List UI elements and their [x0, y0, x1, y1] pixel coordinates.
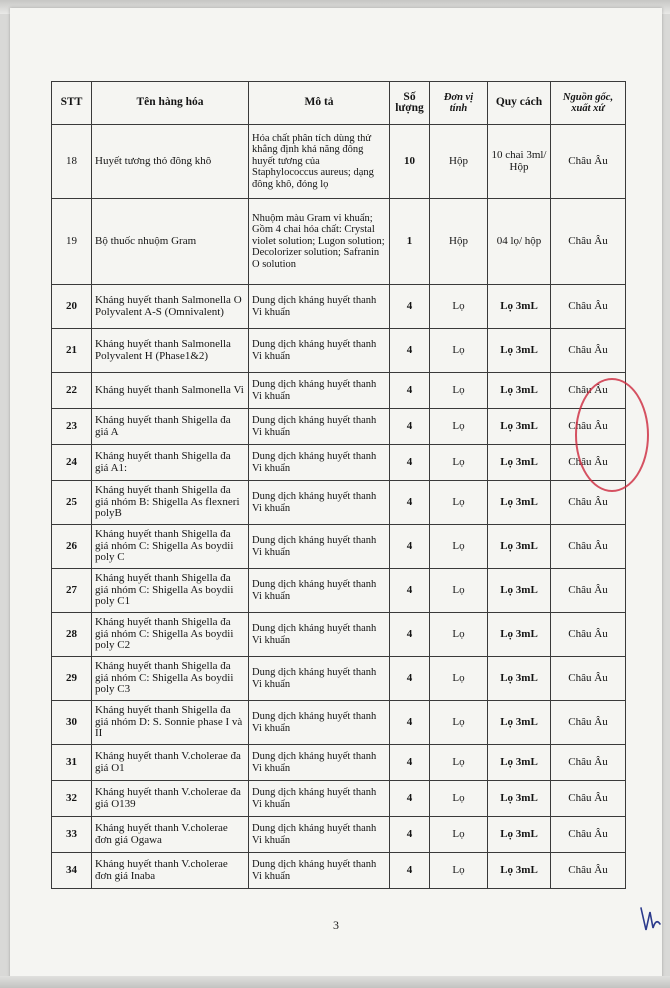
cell-unit: Lọ [430, 613, 488, 657]
cell-origin: Châu Âu [551, 445, 626, 481]
cell-spec: Lọ 3mL [488, 285, 551, 329]
cell-quantity: 4 [390, 329, 430, 373]
cell-description: Dung dịch kháng huyết thanh Vi khuẩn [249, 445, 390, 481]
table-row [52, 445, 626, 481]
cell-stt: 19 [52, 199, 92, 285]
cell-quantity: 4 [390, 445, 430, 481]
cell-spec: Lọ 3mL [488, 525, 551, 569]
cell-spec: Lọ 3mL [488, 481, 551, 525]
cell-name: Kháng huyết thanh Shigella đa giá nhóm D: S. Sonnie phase I và II [92, 701, 249, 745]
cell-description: Dung dịch kháng huyết thanh Vi khuẩn [249, 409, 390, 445]
cell-spec: Lọ 3mL [488, 781, 551, 817]
cell-unit: Lọ [430, 817, 488, 853]
table-row [52, 781, 626, 817]
header-unit [430, 82, 488, 125]
cell-unit: Lọ [430, 525, 488, 569]
table-row [52, 525, 626, 569]
cell-description: Dung dịch kháng huyết thanh Vi khuẩn [249, 329, 390, 373]
goods-table [51, 81, 626, 889]
cell-name: Kháng huyết thanh V.cholerae đa giá O139 [92, 781, 249, 817]
cell-stt: 23 [52, 409, 92, 445]
header-origin-line1: Nguồn gốc, [562, 91, 614, 103]
cell-name: Kháng huyết thanh Shigella đa giá A [92, 409, 249, 445]
cell-description: Dung dịch kháng huyết thanh Vi khuẩn [249, 853, 390, 889]
cell-description: Nhuộm màu Gram vi khuẩn; Gồm 4 chai hóa chất: Crystal violet solution; Lugon solution; Decolorizer solution; Safranin O solution [249, 199, 390, 285]
cell-origin: Châu Âu [551, 781, 626, 817]
cell-description: Dung dịch kháng huyết thanh Vi khuẩn [249, 481, 390, 525]
table-row [52, 853, 626, 889]
cell-name: Kháng huyết thanh V.cholerae đa giá O1 [92, 745, 249, 781]
cell-name: Bộ thuốc nhuộm Gram [92, 199, 249, 285]
cell-name: Kháng huyết thanh Shigella đa giá nhóm C: Shigella As boydii poly C1 [92, 569, 249, 613]
cell-description: Dung dịch kháng huyết thanh Vi khuẩn [249, 285, 390, 329]
table-row [52, 373, 626, 409]
cell-description: Dung dịch kháng huyết thanh Vi khuẩn [249, 373, 390, 409]
cell-stt: 25 [52, 481, 92, 525]
cell-quantity: 4 [390, 285, 430, 329]
cell-quantity: 4 [390, 481, 430, 525]
cell-spec: Lọ 3mL [488, 613, 551, 657]
table-row [52, 285, 626, 329]
table-row [52, 481, 626, 525]
header-origin-line2: xuất xứ [571, 103, 605, 114]
cell-stt: 29 [52, 657, 92, 701]
header-unit-line1: Đơn vị [443, 91, 474, 103]
cell-description: Dung dịch kháng huyết thanh Vi khuẩn [249, 525, 390, 569]
table-row [52, 125, 626, 199]
red-seal-stamp [575, 378, 649, 492]
cell-description: Dung dịch kháng huyết thanh Vi khuẩn [249, 817, 390, 853]
cell-quantity: 4 [390, 409, 430, 445]
cell-origin: Châu Âu [551, 373, 626, 409]
cell-unit: Hộp [430, 125, 488, 199]
cell-spec: Lọ 3mL [488, 373, 551, 409]
cell-name: Kháng huyết thanh Shigella đa giá A1: [92, 445, 249, 481]
cell-name: Kháng huyết thanh Shigella đa giá nhóm C: Shigella As boydii poly C3 [92, 657, 249, 701]
table-row [52, 329, 626, 373]
header-quantity-line1: Số [403, 90, 416, 103]
cell-name: Kháng huyết thanh Shigella đa giá nhóm B: Shigella As flexneri polyB [92, 481, 249, 525]
header-stt: STT [52, 82, 92, 125]
cell-origin: Châu Âu [551, 569, 626, 613]
cell-stt: 30 [52, 701, 92, 745]
cell-origin: Châu Âu [551, 329, 626, 373]
initial-signature-icon [638, 904, 664, 934]
cell-quantity: 4 [390, 745, 430, 781]
cell-description: Hóa chất phân tích dùng thử khẳng định khả năng đông huyết tương của Staphylococcus aureus; dạng đông khô, đóng lọ [249, 125, 390, 199]
cell-spec: Lọ 3mL [488, 569, 551, 613]
cell-quantity: 4 [390, 613, 430, 657]
cell-origin: Châu Âu [551, 745, 626, 781]
cell-spec: Lọ 3mL [488, 657, 551, 701]
cell-origin: Châu Âu [551, 657, 626, 701]
cell-description: Dung dịch kháng huyết thanh Vi khuẩn [249, 657, 390, 701]
cell-quantity: 4 [390, 525, 430, 569]
cell-quantity: 4 [390, 817, 430, 853]
table-header-row [52, 82, 626, 125]
cell-stt: 28 [52, 613, 92, 657]
cell-unit: Lọ [430, 701, 488, 745]
table-row [52, 199, 626, 285]
cell-description: Dung dịch kháng huyết thanh Vi khuẩn [249, 569, 390, 613]
cell-origin: Châu Âu [551, 481, 626, 525]
cell-origin: Châu Âu [551, 701, 626, 745]
header-origin [551, 82, 626, 125]
header-quantity-line2: lượng [395, 102, 424, 114]
table-row [52, 569, 626, 613]
cell-unit: Lọ [430, 657, 488, 701]
cell-origin: Châu Âu [551, 285, 626, 329]
cell-unit: Lọ [430, 745, 488, 781]
cell-stt: 27 [52, 569, 92, 613]
cell-description: Dung dịch kháng huyết thanh Vi khuẩn [249, 613, 390, 657]
cell-unit: Lọ [430, 409, 488, 445]
cell-name: Kháng huyết thanh V.cholerae đơn giá Ogawa [92, 817, 249, 853]
cell-name: Kháng huyết thanh V.cholerae đơn giá Inaba [92, 853, 249, 889]
cell-spec: Lọ 3mL [488, 445, 551, 481]
cell-spec: 10 chai 3ml/ Hộp [488, 125, 551, 199]
cell-quantity: 4 [390, 657, 430, 701]
cell-name: Kháng huyết thanh Shigella đa giá nhóm C: Shigella As boydii poly C [92, 525, 249, 569]
cell-quantity: 1 [390, 199, 430, 285]
cell-spec: Lọ 3mL [488, 329, 551, 373]
page-number: 3 [333, 918, 339, 932]
cell-origin: Châu Âu [551, 525, 626, 569]
cell-origin: Châu Âu [551, 613, 626, 657]
cell-stt: 33 [52, 817, 92, 853]
cell-origin: Châu Âu [551, 125, 626, 199]
cell-name: Kháng huyết thanh Salmonella O Polyvalent A-S (Omnivalent) [92, 285, 249, 329]
cell-origin: Châu Âu [551, 853, 626, 889]
cell-description: Dung dịch kháng huyết thanh Vi khuẩn [249, 745, 390, 781]
cell-unit: Lọ [430, 481, 488, 525]
cell-stt: 34 [52, 853, 92, 889]
cell-name: Kháng huyết thanh Shigella đa giá nhóm C: Shigella As boydii poly C2 [92, 613, 249, 657]
cell-origin: Châu Âu [551, 199, 626, 285]
cell-spec: Lọ 3mL [488, 701, 551, 745]
cell-description: Dung dịch kháng huyết thanh Vi khuẩn [249, 701, 390, 745]
scan-bottom-edge [0, 976, 670, 988]
cell-quantity: 4 [390, 853, 430, 889]
table-row [52, 817, 626, 853]
cell-spec: 04 lọ/ hộp [488, 199, 551, 285]
cell-unit: Lọ [430, 781, 488, 817]
cell-name: Kháng huyết thanh Salmonella Vi [92, 373, 249, 409]
cell-quantity: 4 [390, 373, 430, 409]
cell-unit: Lọ [430, 853, 488, 889]
cell-unit: Lọ [430, 285, 488, 329]
cell-quantity: 4 [390, 701, 430, 745]
cell-unit: Lọ [430, 445, 488, 481]
cell-spec: Lọ 3mL [488, 745, 551, 781]
cell-unit: Lọ [430, 329, 488, 373]
cell-quantity: 10 [390, 125, 430, 199]
cell-origin: Châu Âu [551, 409, 626, 445]
cell-stt: 18 [52, 125, 92, 199]
cell-unit: Hộp [430, 199, 488, 285]
table-row [52, 745, 626, 781]
cell-stt: 20 [52, 285, 92, 329]
header-spec: Quy cách [488, 82, 551, 125]
table-row [52, 409, 626, 445]
cell-stt: 26 [52, 525, 92, 569]
cell-name: Kháng huyết thanh Salmonella Polyvalent H (Phase1&2) [92, 329, 249, 373]
cell-spec: Lọ 3mL [488, 853, 551, 889]
cell-name: Huyết tương thỏ đông khô [92, 125, 249, 199]
cell-stt: 21 [52, 329, 92, 373]
cell-quantity: 4 [390, 569, 430, 613]
cell-quantity: 4 [390, 781, 430, 817]
table-row [52, 657, 626, 701]
header-name: Tên hàng hóa [92, 82, 249, 125]
table-row [52, 613, 626, 657]
cell-spec: Lọ 3mL [488, 817, 551, 853]
cell-description: Dung dịch kháng huyết thanh Vi khuẩn [249, 781, 390, 817]
cell-stt: 24 [52, 445, 92, 481]
cell-stt: 22 [52, 373, 92, 409]
header-description: Mô tả [249, 82, 390, 125]
cell-stt: 32 [52, 781, 92, 817]
document-page [10, 8, 662, 980]
cell-unit: Lọ [430, 569, 488, 613]
cell-spec: Lọ 3mL [488, 409, 551, 445]
cell-origin: Châu Âu [551, 817, 626, 853]
cell-stt: 31 [52, 745, 92, 781]
header-unit-line2: tính [449, 103, 468, 114]
table-row [52, 701, 626, 745]
header-quantity [390, 82, 430, 125]
cell-unit: Lọ [430, 373, 488, 409]
